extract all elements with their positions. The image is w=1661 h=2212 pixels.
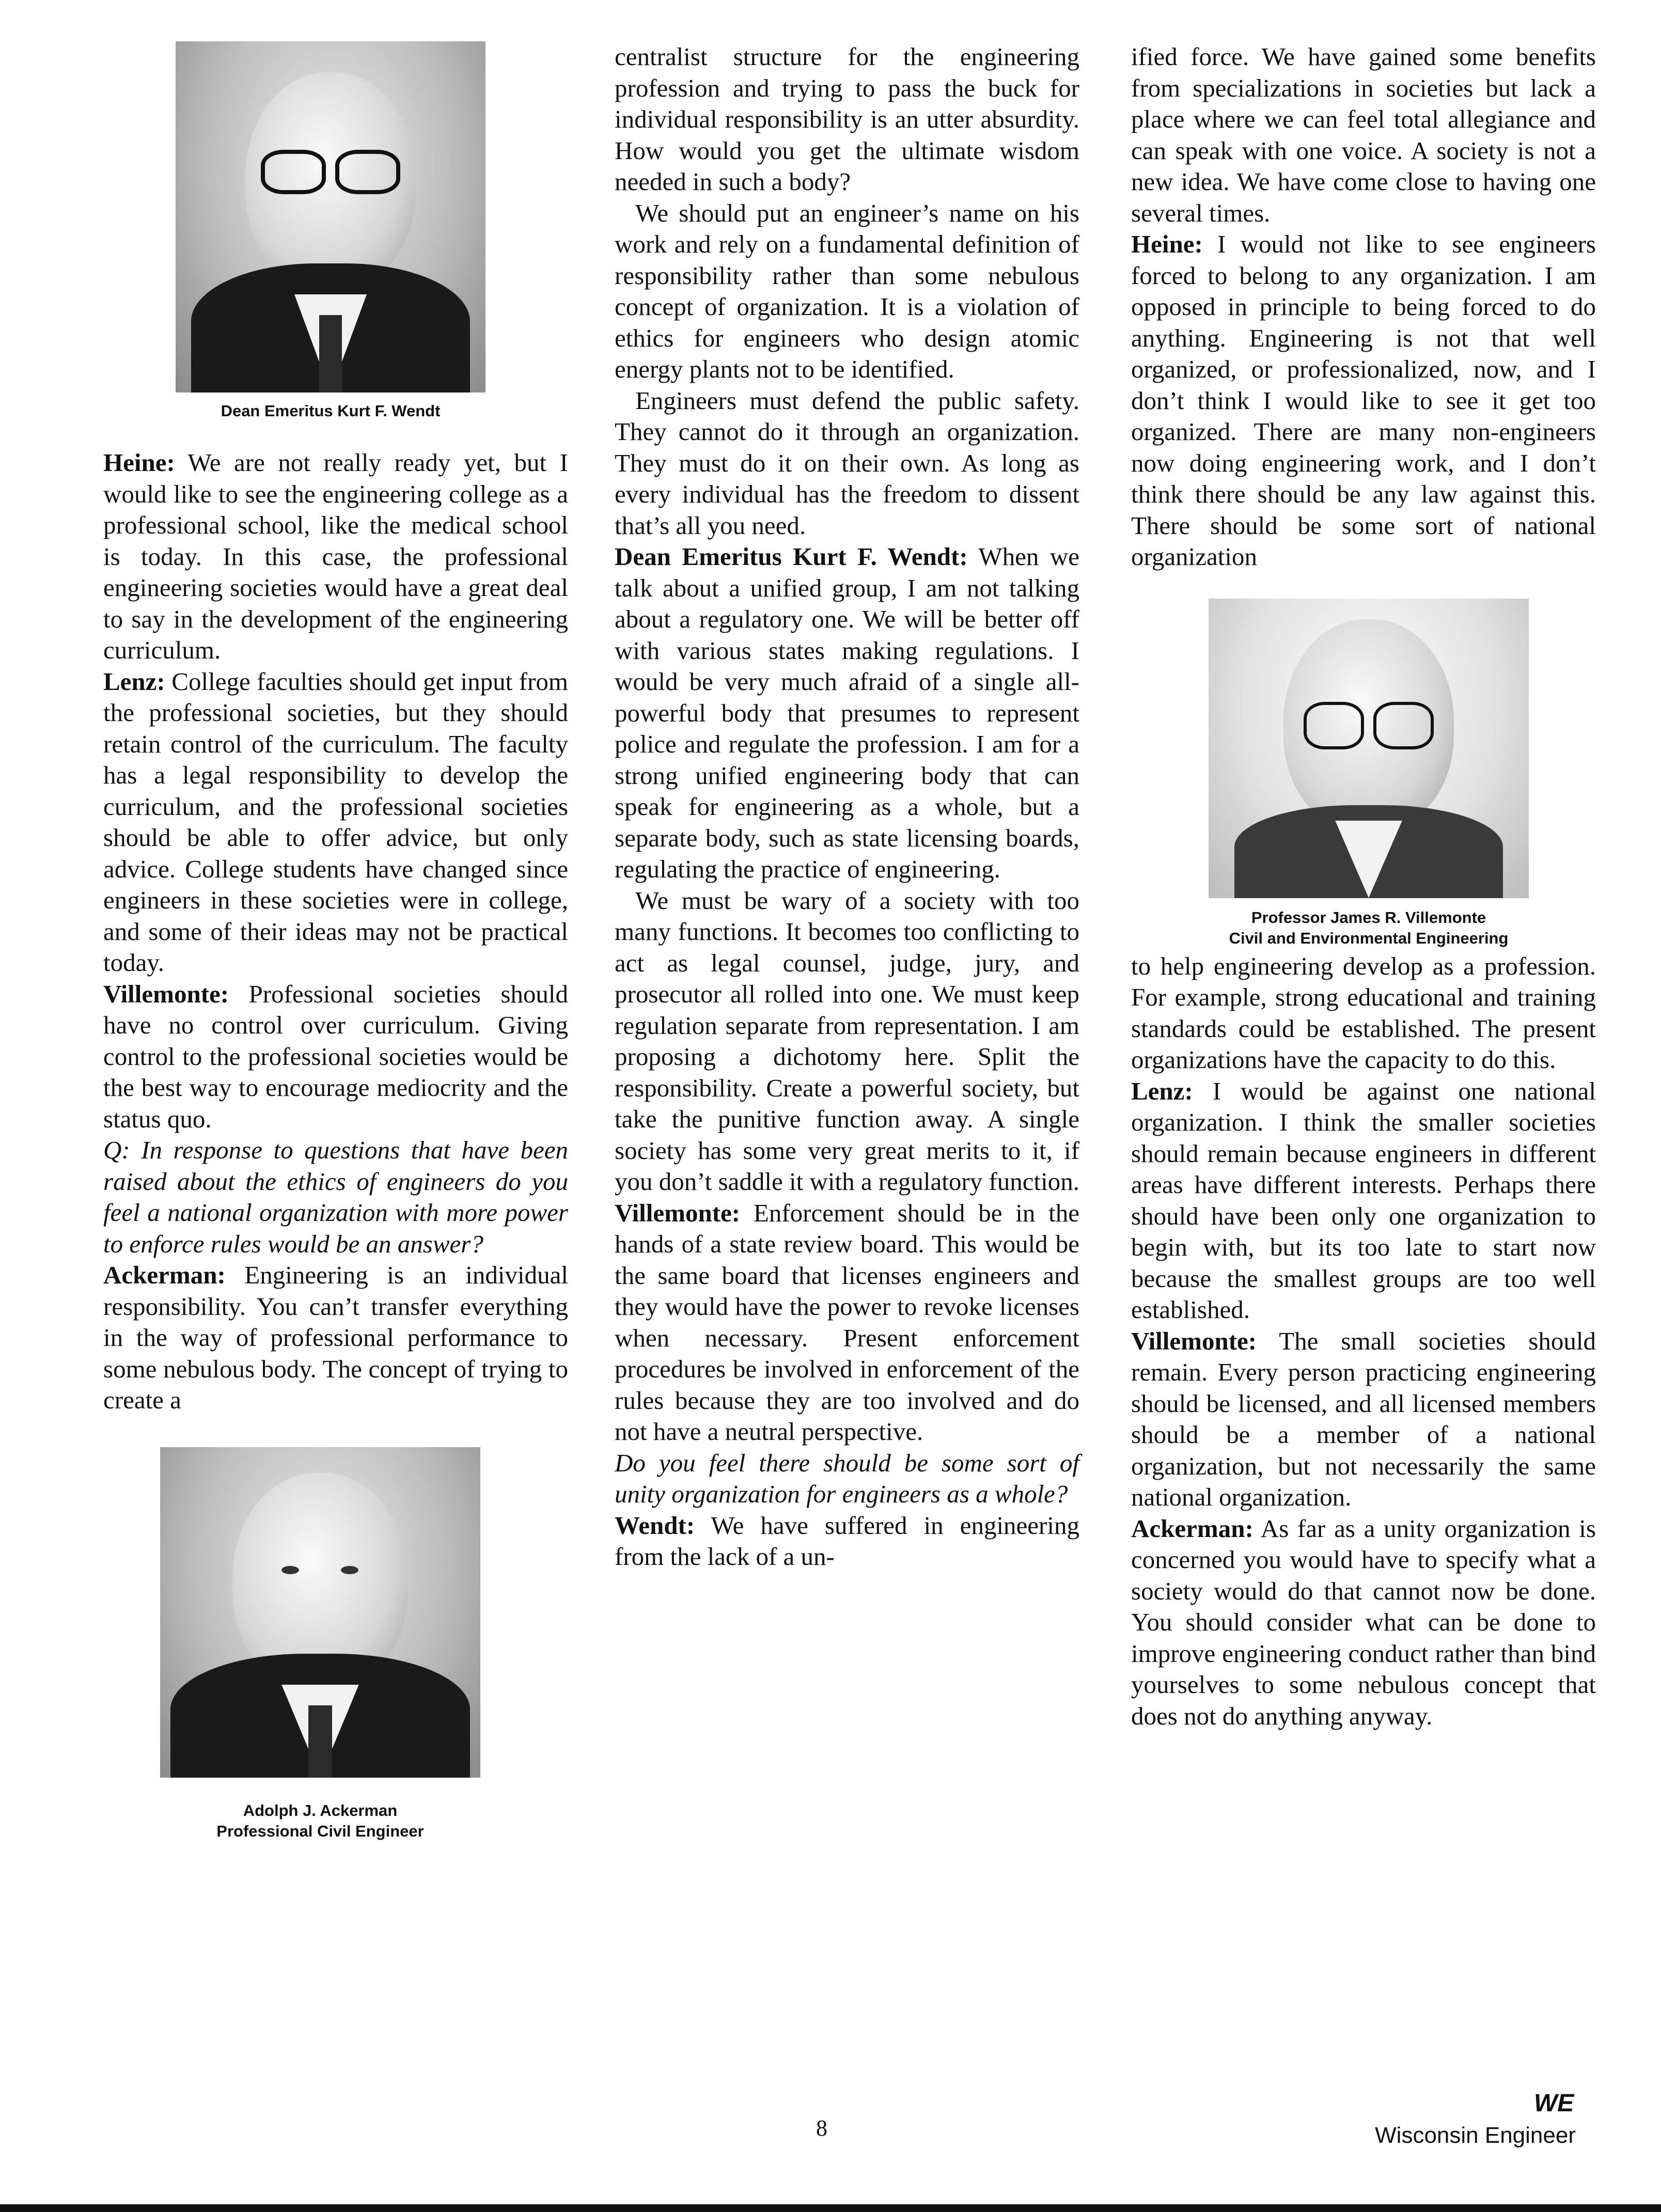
paragraph [103, 1260, 568, 1416]
question-paragraph: Do you feel there should be some sort of unity organization for engineers as a whole? [615, 1448, 1079, 1508]
paragraph-text: Engineers must defend the public safety. They cannot do it through an organization. They must do it on their own. As long as every individual has the freedom to dissent that’s all you need. [615, 386, 1079, 540]
paragraph-text: I would be against one national organization. I think the smaller societies should remain because engineers in different areas have different interests. Perhaps there should have been only one organization to begin with, but its too late to start now because the smallest groups are too well established. [1131, 1076, 1596, 1324]
villemonte-caption-title: Civil and Environmental Engineering [1229, 929, 1509, 947]
speaker-name: Heine: [1131, 230, 1203, 258]
column-1-text [103, 447, 568, 1416]
ackerman-caption [160, 1800, 480, 1842]
paragraph [1131, 1513, 1596, 1732]
column-3 [1131, 41, 1596, 1732]
paragraph [103, 979, 568, 1135]
paragraph-text: When we talk about a unified group, I am not talking about a regulatory one. We will be better off with various states making regulations. I would be very much afraid of a single all-powerful body that presumes to represent police and regulate the profession. I am for a strong unified engineering body that can speak for engineering as a whole, but a separate body, such as state licensing boards, regulating the practice of engineering. [615, 542, 1080, 883]
speaker-name: Ackerman: [103, 1261, 226, 1289]
speaker-name: Ackerman: [1131, 1514, 1253, 1543]
paragraph-text: Engineering is an individual responsibility. You can’t transfer everything in the way of professional performance to some nebulous body. The concept of trying to create a [103, 1261, 568, 1414]
speaker-name: Lenz: [103, 667, 165, 696]
column-1 [103, 41, 568, 1842]
bottom-border [0, 2204, 1661, 2212]
column-2-text [615, 41, 1079, 1573]
speaker-name: Villemonte: [103, 979, 229, 1008]
paragraph-text: College faculties should get input from the professional societies, but they should retain control of the curriculum. The faculty has a legal responsibility to develop the curriculum, and the professional societies should be able to offer advice, but only advice. College students have changed since engineers in these societies were in college, and some of their ideas may not be practical today. [103, 667, 568, 977]
villemonte-photo-figure [1209, 599, 1529, 949]
paragraph [615, 385, 1079, 542]
speaker-name: Villemonte: [1131, 1326, 1257, 1355]
paragraph [1131, 41, 1596, 229]
page-number: 8 [816, 2115, 827, 2141]
speaker-name: Villemonte: [615, 1198, 741, 1227]
paragraph [615, 885, 1079, 1198]
paragraph [1131, 1326, 1596, 1513]
paragraph-text: ified force. We have gained some benefits from specializations in societies but lack a place where we can feel total allegiance and can speak with one voice. A society is not a new idea. We have come close to having one several times. [1131, 42, 1596, 227]
paragraph [615, 1198, 1079, 1448]
paragraph-text: We are not really ready yet, but I would like to see the engineering college as a professional school, like the medical school is today. In this case, the professional engineering societies would have a great deal to say in the development of the engineering curriculum. [103, 448, 568, 664]
paragraph-text: Enforcement should be in the hands of a state review board. This would be the same board that licenses engineers and they would have the power to revoke licenses when necessary. Present enforcement procedures be involved in enforcement of the rules because they are too involved and do not have a neutral perspective. [615, 1198, 1079, 1446]
paragraph [103, 666, 568, 979]
we-logo: WE [1534, 2090, 1574, 2117]
paragraph-text: centralist structure for the engineering profession and trying to pass the buck for individual responsibility is an utter absurdity. How would you get the ultimate wisdom needed in such a body? [615, 42, 1079, 196]
villemonte-photo [1209, 599, 1529, 898]
paragraph-text: As far as a unity organization is concerned you would have to specify what a society would do that cannot now be done. You should consider what can be done to improve engineering conduct rather than bind yourselves to some nebulous concept that does not do anything anyway. [1131, 1514, 1596, 1730]
column-3-bottom-text [1131, 951, 1596, 1732]
paragraph [1131, 229, 1596, 573]
paragraph-text: We should put an engineer’s name on his work and rely on a fundamental definition of responsibility rather than some nebulous concept of organization. It is a violation of ethics for engineers who design atomic energy plants not to be identified. [615, 198, 1079, 383]
paragraph [615, 1510, 1079, 1573]
paragraph-text: The small societies should remain. Every person practicing engineering should be licensed, and all licensed members should be a member of a national organization, but not necessarily the same national organization. [1131, 1326, 1596, 1511]
paragraph-text: We must be wary of a society with too many functions. It becomes too conflicting to act as legal counsel, judge, jury, and prosecutor all rolled into one. We must keep regulation separate from representation. I am proposing a dichotomy here. Split the responsibility. Create a powerful society, but take the punitive function away. A single society has some very great merits to it, if you don’t saddle it with a regulatory function. [615, 886, 1079, 1196]
villemonte-caption-name: Professor James R. Villemonte [1251, 908, 1486, 927]
paragraph-text: We have suffered in engineering from the lack of a un- [615, 1511, 1079, 1571]
wendt-photo-figure [176, 41, 485, 421]
speaker-name: Dean Emeritus Kurt F. Wendt: [615, 542, 968, 571]
paragraph [615, 198, 1079, 385]
speaker-name: Wendt: [615, 1511, 695, 1540]
paragraph-text: to help engineering develop as a profession. For example, strong educational and training standards could be established. The present organizations have the capacity to do this. [1131, 951, 1596, 1074]
villemonte-caption [1209, 907, 1529, 949]
ackerman-photo [160, 1447, 480, 1778]
wendt-caption: Dean Emeritus Kurt F. Wendt [221, 402, 441, 420]
speaker-name: Lenz: [1131, 1076, 1193, 1105]
paragraph [615, 41, 1079, 198]
paragraph [103, 447, 568, 666]
paragraph [1131, 951, 1596, 1076]
paragraph-text: I would not like to see engineers forced to belong to any organization. I am opposed in principle to being forced to do anything. Engineering is not that well organized, or professionalized, now, and I don’t think I would like to see it get too organized. There are many non-engineers now doing engineering work, and I don’t think there should be any law against this. There should be some sort of national organization [1131, 230, 1596, 571]
speaker-name: Heine: [103, 448, 175, 477]
paragraph [615, 541, 1079, 885]
column-3-top-text [1131, 41, 1596, 573]
paragraph [1131, 1076, 1596, 1326]
paragraph-text: Professional societies should have no control over curriculum. Giving control to the professional societies would be the best way to encourage mediocrity and the status quo. [103, 979, 568, 1133]
ackerman-caption-title: Professional Civil Engineer [216, 1822, 424, 1840]
wendt-photo [176, 41, 485, 393]
ackerman-photo-figure [160, 1447, 480, 1842]
ackerman-caption-name: Adolph J. Ackerman [243, 1801, 398, 1819]
magazine-name: Wisconsin Engineer [1375, 2123, 1576, 2148]
question-paragraph: Q: In response to questions that have been raised about the ethics of engineers do you feel a national organization with more power to enforce rules would be an answer? [103, 1136, 568, 1258]
column-2 [615, 41, 1079, 1573]
